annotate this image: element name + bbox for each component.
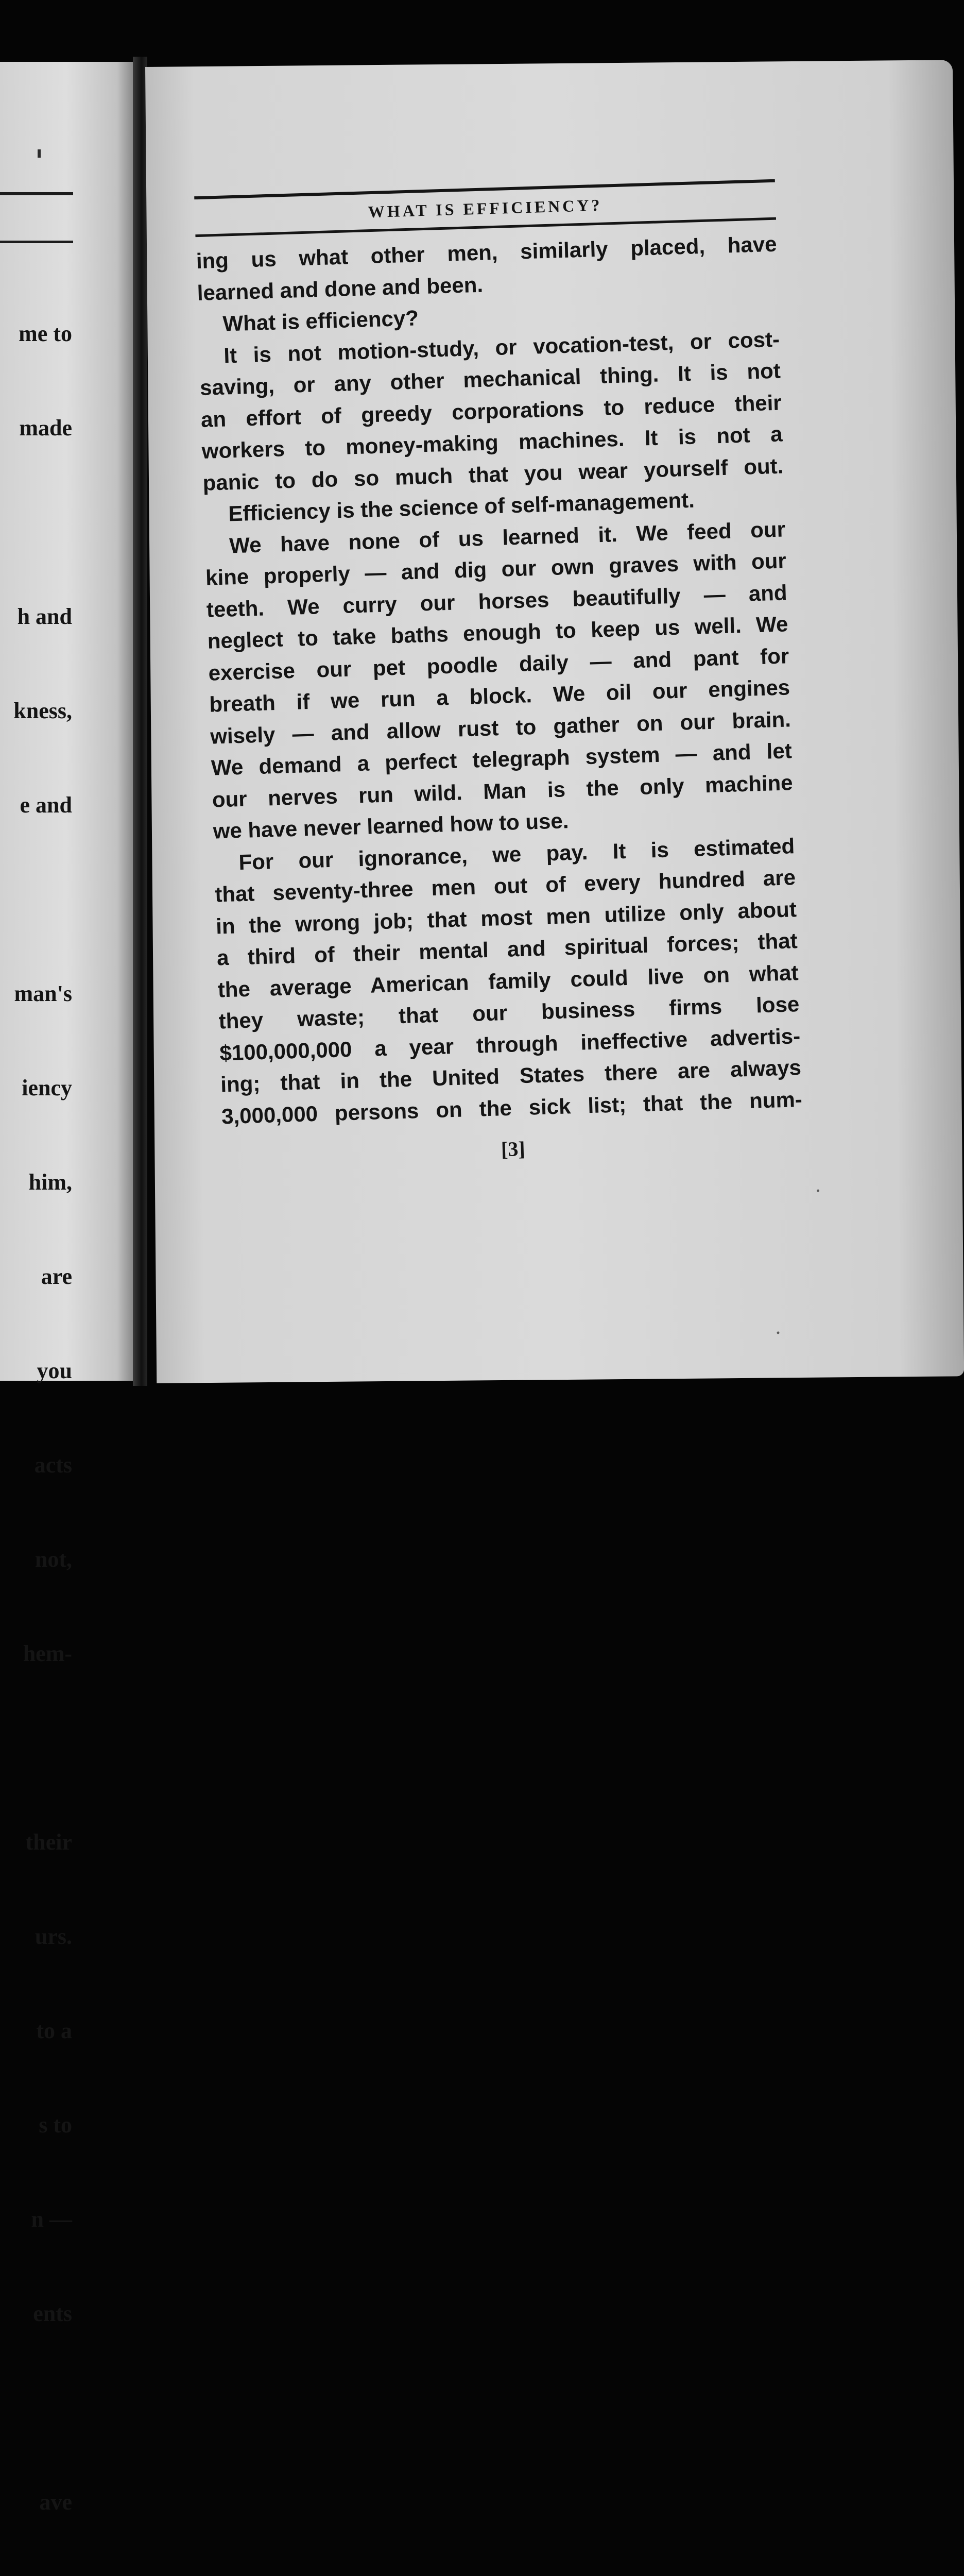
left-fragment <box>13 1732 72 1764</box>
left-fragment: are <box>41 1264 72 1289</box>
left-fragment: hem- <box>23 1641 72 1666</box>
left-fragment: man's <box>14 981 72 1006</box>
text-line: 3,000,000 persons on the sick list; that the num- <box>221 1087 803 1128</box>
text-line: in the wrong job; that most men utilize only about <box>215 896 797 939</box>
left-fragment: me to <box>19 321 72 346</box>
scan-speck <box>777 1331 779 1334</box>
left-fragment: ave <box>39 2489 72 2515</box>
text-line: we have never learned how to use. <box>213 808 570 843</box>
right-page <box>145 60 964 1383</box>
left-fragment: kness, <box>13 698 72 723</box>
page-number: [3] <box>501 1137 526 1161</box>
text-line: teeth. We curry our horses beautifully — and <box>206 580 788 622</box>
scan-speck <box>817 1190 819 1192</box>
left-fragment <box>13 884 72 915</box>
text-line: We have none of us learned it. We feed our <box>229 516 786 557</box>
left-fragment: e and <box>20 792 72 818</box>
text-line: ing us what other men, similarly placed, have <box>196 231 778 274</box>
text-line: learned and done and been. <box>197 272 484 305</box>
ink-mark <box>38 149 41 158</box>
text-line: ing; that in the United States there are always <box>220 1055 802 1097</box>
text-line: panic to do so much that you wear yourself out. <box>202 453 784 495</box>
text-line: the average American family could live on what <box>217 960 799 1002</box>
left-fragment: their <box>25 1829 72 1855</box>
left-fragment: to a <box>36 2018 72 2043</box>
page-content <box>194 179 804 1170</box>
text-line: It is not motion-study, or vocation-test, or cost- <box>223 327 780 368</box>
text-line: that seventy-three men out of every hundred are <box>214 865 796 907</box>
book-gutter <box>133 57 147 1386</box>
text-line: our nerves run wild. Man is the only machine <box>212 770 794 812</box>
text-line: exercise our pet poodle daily — and pant for <box>208 643 789 685</box>
left-page <box>0 62 133 2515</box>
left-fragment <box>13 2392 72 2424</box>
left-fragment <box>13 506 72 538</box>
left-fragment: urs. <box>35 1924 72 1949</box>
left-fragment: made <box>19 415 72 440</box>
left-fragment: you <box>37 1358 72 1383</box>
text-line: Efficiency is the science of self-management. <box>228 487 695 526</box>
left-fragment: s to <box>39 2112 72 2138</box>
left-fragment: not, <box>35 1547 72 1572</box>
left-fragment: n — <box>31 2207 72 2232</box>
text-line: breath if we run a block. We oil our engines <box>209 675 790 717</box>
left-fragment: h and <box>17 604 72 629</box>
text-line: $100,000,000 a year through ineffective advertis- <box>219 1023 801 1065</box>
body-text <box>196 228 803 1132</box>
text-line: wisely — and allow rust to gather on our brain. <box>210 706 791 749</box>
left-header-rule-top <box>0 192 73 195</box>
text-line: workers to money-making machines. It is not a <box>201 421 783 463</box>
text-line: neglect to take baths enough to keep us well. We <box>207 612 789 653</box>
text-line: For our ignorance, we pay. It is estimated <box>238 833 795 874</box>
text-line: they waste; that our business firms lose <box>218 992 800 1033</box>
left-fragment: ents <box>33 2301 72 2326</box>
text-line: an effort of greedy corporations to reduce their <box>200 390 782 432</box>
left-fragment: him, <box>28 1170 72 1195</box>
left-fragment: iency <box>22 1075 72 1100</box>
left-page-text-fragments <box>13 255 72 2576</box>
running-head: WHAT IS EFFICIENCY? <box>368 195 602 222</box>
left-fragment: acts <box>34 1452 72 1478</box>
text-line: We demand a perfect telegraph system — and let <box>211 738 793 780</box>
text-line: saving, or any other mechanical thing. It is not <box>199 358 781 400</box>
text-line: a third of their mental and spiritual forces; that <box>216 928 798 970</box>
left-header-rule-bottom <box>0 241 73 243</box>
text-line: What is efficiency? <box>222 306 419 336</box>
text-line: kine properly — and dig our own graves with our <box>205 548 787 590</box>
